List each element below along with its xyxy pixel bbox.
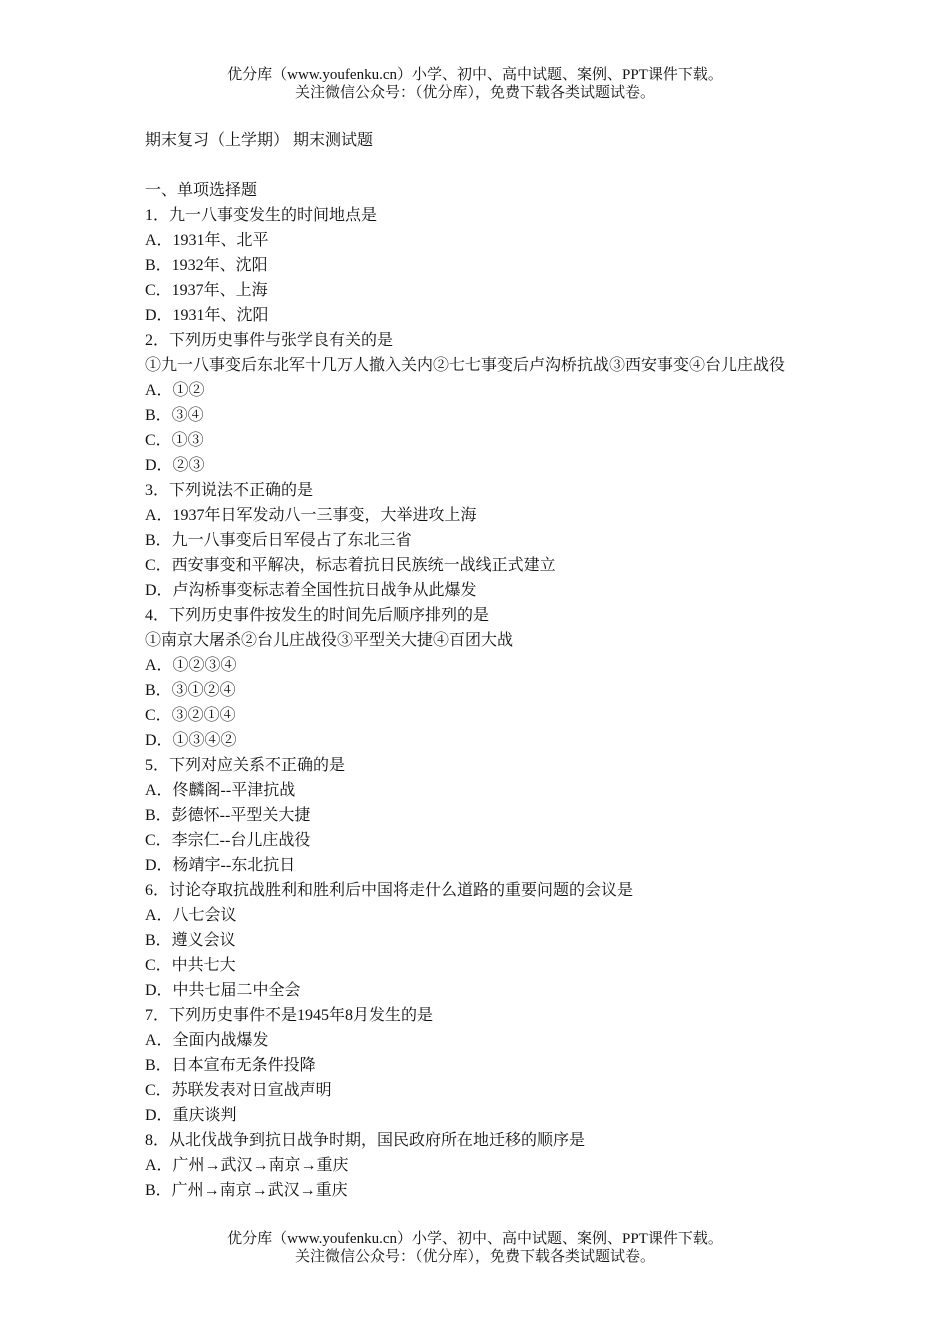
question-7: [145, 1003, 810, 1128]
answer-option: B．彭德怀--平型关大捷: [145, 807, 311, 824]
question-stem: 3．下列说法不正确的是: [145, 482, 314, 499]
answer-option: A．广州→武汉→南京→重庆: [145, 1157, 349, 1174]
question-6: [145, 878, 810, 1003]
question-list: [145, 203, 810, 1203]
answer-option: D．杨靖宇--东北抗日: [145, 857, 296, 874]
question-5: [145, 753, 810, 878]
answer-option: A．①②③④: [145, 657, 237, 674]
question-statements: ①九一八事变后东北军十几万人撤入关内②七七事变后卢沟桥抗战③西安事变④台儿庄战役: [145, 357, 786, 374]
answer-option: C．①③: [145, 432, 204, 449]
document-title: 期末复习（上学期） 期末测试题: [145, 132, 374, 149]
question-statements: ①南京大屠杀②台儿庄战役③平型关大捷④百团大战: [145, 632, 514, 649]
footer-line-2: 关注微信公众号：（优分库），免费下载各类试题试卷。: [294, 1249, 655, 1265]
question-stem: 4．下列历史事件按发生的时间先后顺序排列的是: [145, 607, 490, 624]
footer-line-1: 优分库（www.youfenku.cn）小学、初中、高中试题、案例、PPT课件下载。: [227, 1231, 723, 1247]
answer-option: D．②③: [145, 457, 205, 474]
answer-option: B．1932年、沈阳: [145, 257, 268, 274]
question-3: [145, 478, 810, 603]
answer-option: B．遵义会议: [145, 932, 236, 949]
question-stem: 8．从北伐战争到抗日战争时期，国民政府所在地迁移的顺序是: [145, 1132, 586, 1149]
document-body: [145, 128, 810, 1203]
answer-option: D．重庆谈判: [145, 1107, 237, 1124]
answer-option: C．中共七大: [145, 957, 236, 974]
question-2: [145, 328, 810, 478]
answer-option: B．九一八事变后日军侵占了东北三省: [145, 532, 412, 549]
answer-option: A．佟麟阁--平津抗战: [145, 782, 296, 799]
answer-option: B．日本宣布无条件投降: [145, 1057, 316, 1074]
answer-option: A．1931年、北平: [145, 232, 269, 249]
answer-option: C．苏联发表对日宣战声明: [145, 1082, 332, 1099]
question-stem: 6．讨论夺取抗战胜利和胜利后中国将走什么道路的重要问题的会议是: [145, 882, 634, 899]
answer-option: D．卢沟桥事变标志着全国性抗日战争从此爆发: [145, 582, 477, 599]
answer-option: B．广州→南京→武汉→重庆: [145, 1182, 348, 1199]
answer-option: B．③④: [145, 407, 204, 424]
question-8: [145, 1128, 810, 1203]
answer-option: C．西安事变和平解决，标志着抗日民族统一战线正式建立: [145, 557, 556, 574]
answer-option: C．1937年、上海: [145, 282, 268, 299]
page-footer: [0, 1230, 950, 1266]
answer-option: C．李宗仁--台儿庄战役: [145, 832, 311, 849]
question-stem: 2．下列历史事件与张学良有关的是: [145, 332, 394, 349]
answer-option: B．③①②④: [145, 682, 236, 699]
question-stem: 7．下列历史事件不是1945年8月发生的是: [145, 1007, 434, 1024]
question-4: [145, 603, 810, 753]
question-stem: 1．九一八事变发生的时间地点是: [145, 207, 378, 224]
answer-option: D．1931年、沈阳: [145, 307, 269, 324]
question-stem: 5．下列对应关系不正确的是: [145, 757, 346, 774]
answer-option: A．八七会议: [145, 907, 237, 924]
answer-option: A．1937年日军发动八一三事变，大举进攻上海: [145, 507, 477, 524]
header-line-2: 关注微信公众号：（优分库），免费下载各类试题试卷。: [294, 85, 655, 101]
page-header: [0, 66, 950, 102]
header-line-1: 优分库（www.youfenku.cn）小学、初中、高中试题、案例、PPT课件下载。: [227, 67, 723, 83]
answer-option: A．①②: [145, 382, 205, 399]
answer-option: D．中共七届二中全会: [145, 982, 301, 999]
answer-option: A．全面内战爆发: [145, 1032, 269, 1049]
answer-option: C．③②①④: [145, 707, 236, 724]
section-heading: 一、单项选择题: [145, 182, 258, 199]
question-1: [145, 203, 810, 328]
answer-option: D．①③④②: [145, 732, 237, 749]
